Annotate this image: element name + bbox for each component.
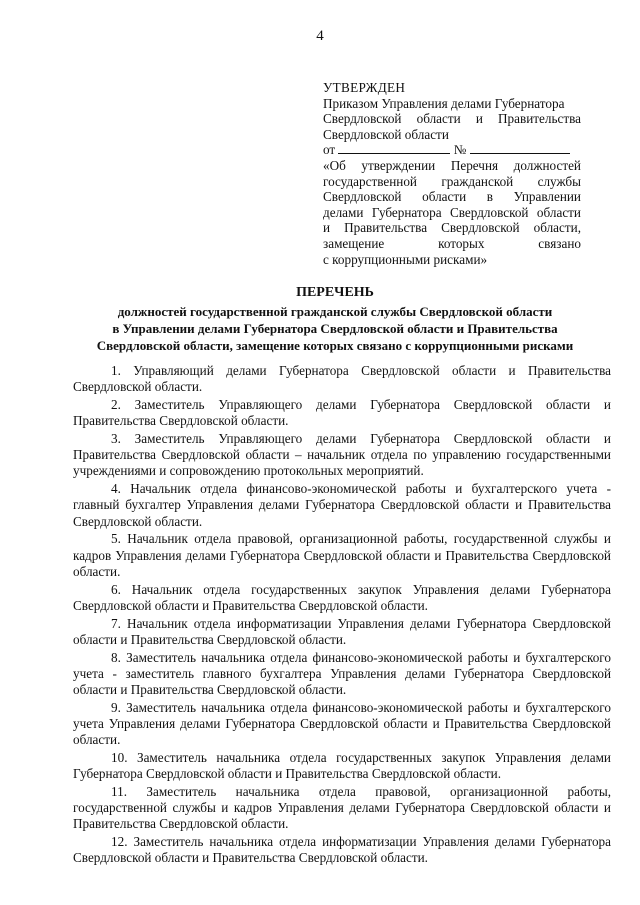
approval-order-line: Приказом Управления делами Губернатора bbox=[323, 95, 565, 111]
date-blank bbox=[338, 142, 450, 154]
list-item: 3. Заместитель Управляющего делами Губернатора Свердловской области и Правительства Свердловской области – начальник отдела по управлению государственными учреждениями и сопровождению протокольных мероприятий. bbox=[73, 431, 611, 479]
approval-block bbox=[323, 80, 581, 267]
approval-order-line: Свердловской области и Правительства bbox=[323, 111, 581, 127]
approval-order-line: Свердловской области bbox=[323, 126, 449, 142]
approval-subject-line: и Правительства Свердловской области, bbox=[323, 220, 581, 236]
approval-subject-line: замещение которых связано bbox=[323, 235, 581, 251]
positions-list bbox=[73, 363, 611, 868]
list-item: 6. Начальник отдела государственных закупок Управления делами Губернатора Свердловской области и Правительства Свердловской области. bbox=[73, 581, 611, 613]
number-prefix: № bbox=[453, 142, 467, 158]
list-item: 11. Заместитель начальника отдела правовой, организационной работы, государственной службы и кадров Управления делами Губернатора Свердловской области и Правительства Свердловской области. bbox=[73, 784, 611, 832]
list-item: 8. Заместитель начальника отдела финансово-экономической работы и бухгалтерского учета - заместитель главного бухгалтера Управления делами Губернатора Свердловской области и Правительства Свердловской области. bbox=[73, 649, 611, 698]
approval-subject-line: «Об утверждении Перечня должностей bbox=[323, 157, 581, 173]
list-subtitle-line: в Управлении делами Губернатора Свердловской области и Правительства bbox=[112, 321, 558, 336]
approval-title: УТВЕРЖДЕН bbox=[323, 80, 406, 95]
list-heading bbox=[60, 285, 610, 354]
date-prefix: от bbox=[323, 142, 336, 158]
approval-subject-line: делами Губернатора Свердловской области bbox=[323, 204, 581, 220]
list-item: 12. Заместитель начальника отдела информатизации Управления делами Губернатора Свердловской области и Правительства Свердловской области. bbox=[73, 834, 611, 866]
list-subtitle-line: должностей государственной гражданской службы Свердловской области bbox=[117, 304, 553, 319]
list-item: 1. Управляющий делами Губернатора Свердловской области и Правительства Свердловской области. bbox=[73, 363, 611, 395]
list-item: 10. Заместитель начальника отдела государственных закупок Управления делами Губернатора Свердловской области и Правительства Свердловской области. bbox=[73, 750, 611, 782]
approval-subject-line: Свердловской области в Управлении bbox=[323, 189, 581, 205]
list-title: ПЕРЕЧЕНЬ bbox=[296, 285, 374, 300]
list-item: 2. Заместитель Управляющего делами Губернатора Свердловской области и Правительства Свердловской области. bbox=[73, 397, 611, 429]
list-item: 9. Заместитель начальника отдела финансово-экономической работы и бухгалтерского учета Управления делами Губернатора Свердловской области и Правительства Свердловской области. bbox=[73, 699, 611, 748]
list-subtitle-line: Свердловской области, замещение которых связано с коррупционными рисками bbox=[96, 338, 574, 353]
approval-subject-line: с коррупционными рисками» bbox=[323, 251, 488, 267]
approval-date-number-line bbox=[323, 142, 581, 158]
list-item: 5. Начальник отдела правовой, организационной работы, государственной службы и кадров Управления делами Губернатора Свердловской области и Правительства Свердловской области. bbox=[73, 531, 611, 579]
page-number: 4 bbox=[316, 28, 324, 44]
list-item: 7. Начальник отдела информатизации Управления делами Губернатора Свердловской области и Правительства Свердловской области. bbox=[73, 615, 611, 647]
number-blank bbox=[470, 142, 570, 154]
list-item: 4. Начальник отдела финансово-экономической работы и бухгалтерского учета - главный бухгалтер Управления делами Губернатора Свердловской области и Правительства Свердловской области. bbox=[73, 481, 611, 529]
approval-subject-line: государственной гражданской службы bbox=[323, 173, 581, 189]
